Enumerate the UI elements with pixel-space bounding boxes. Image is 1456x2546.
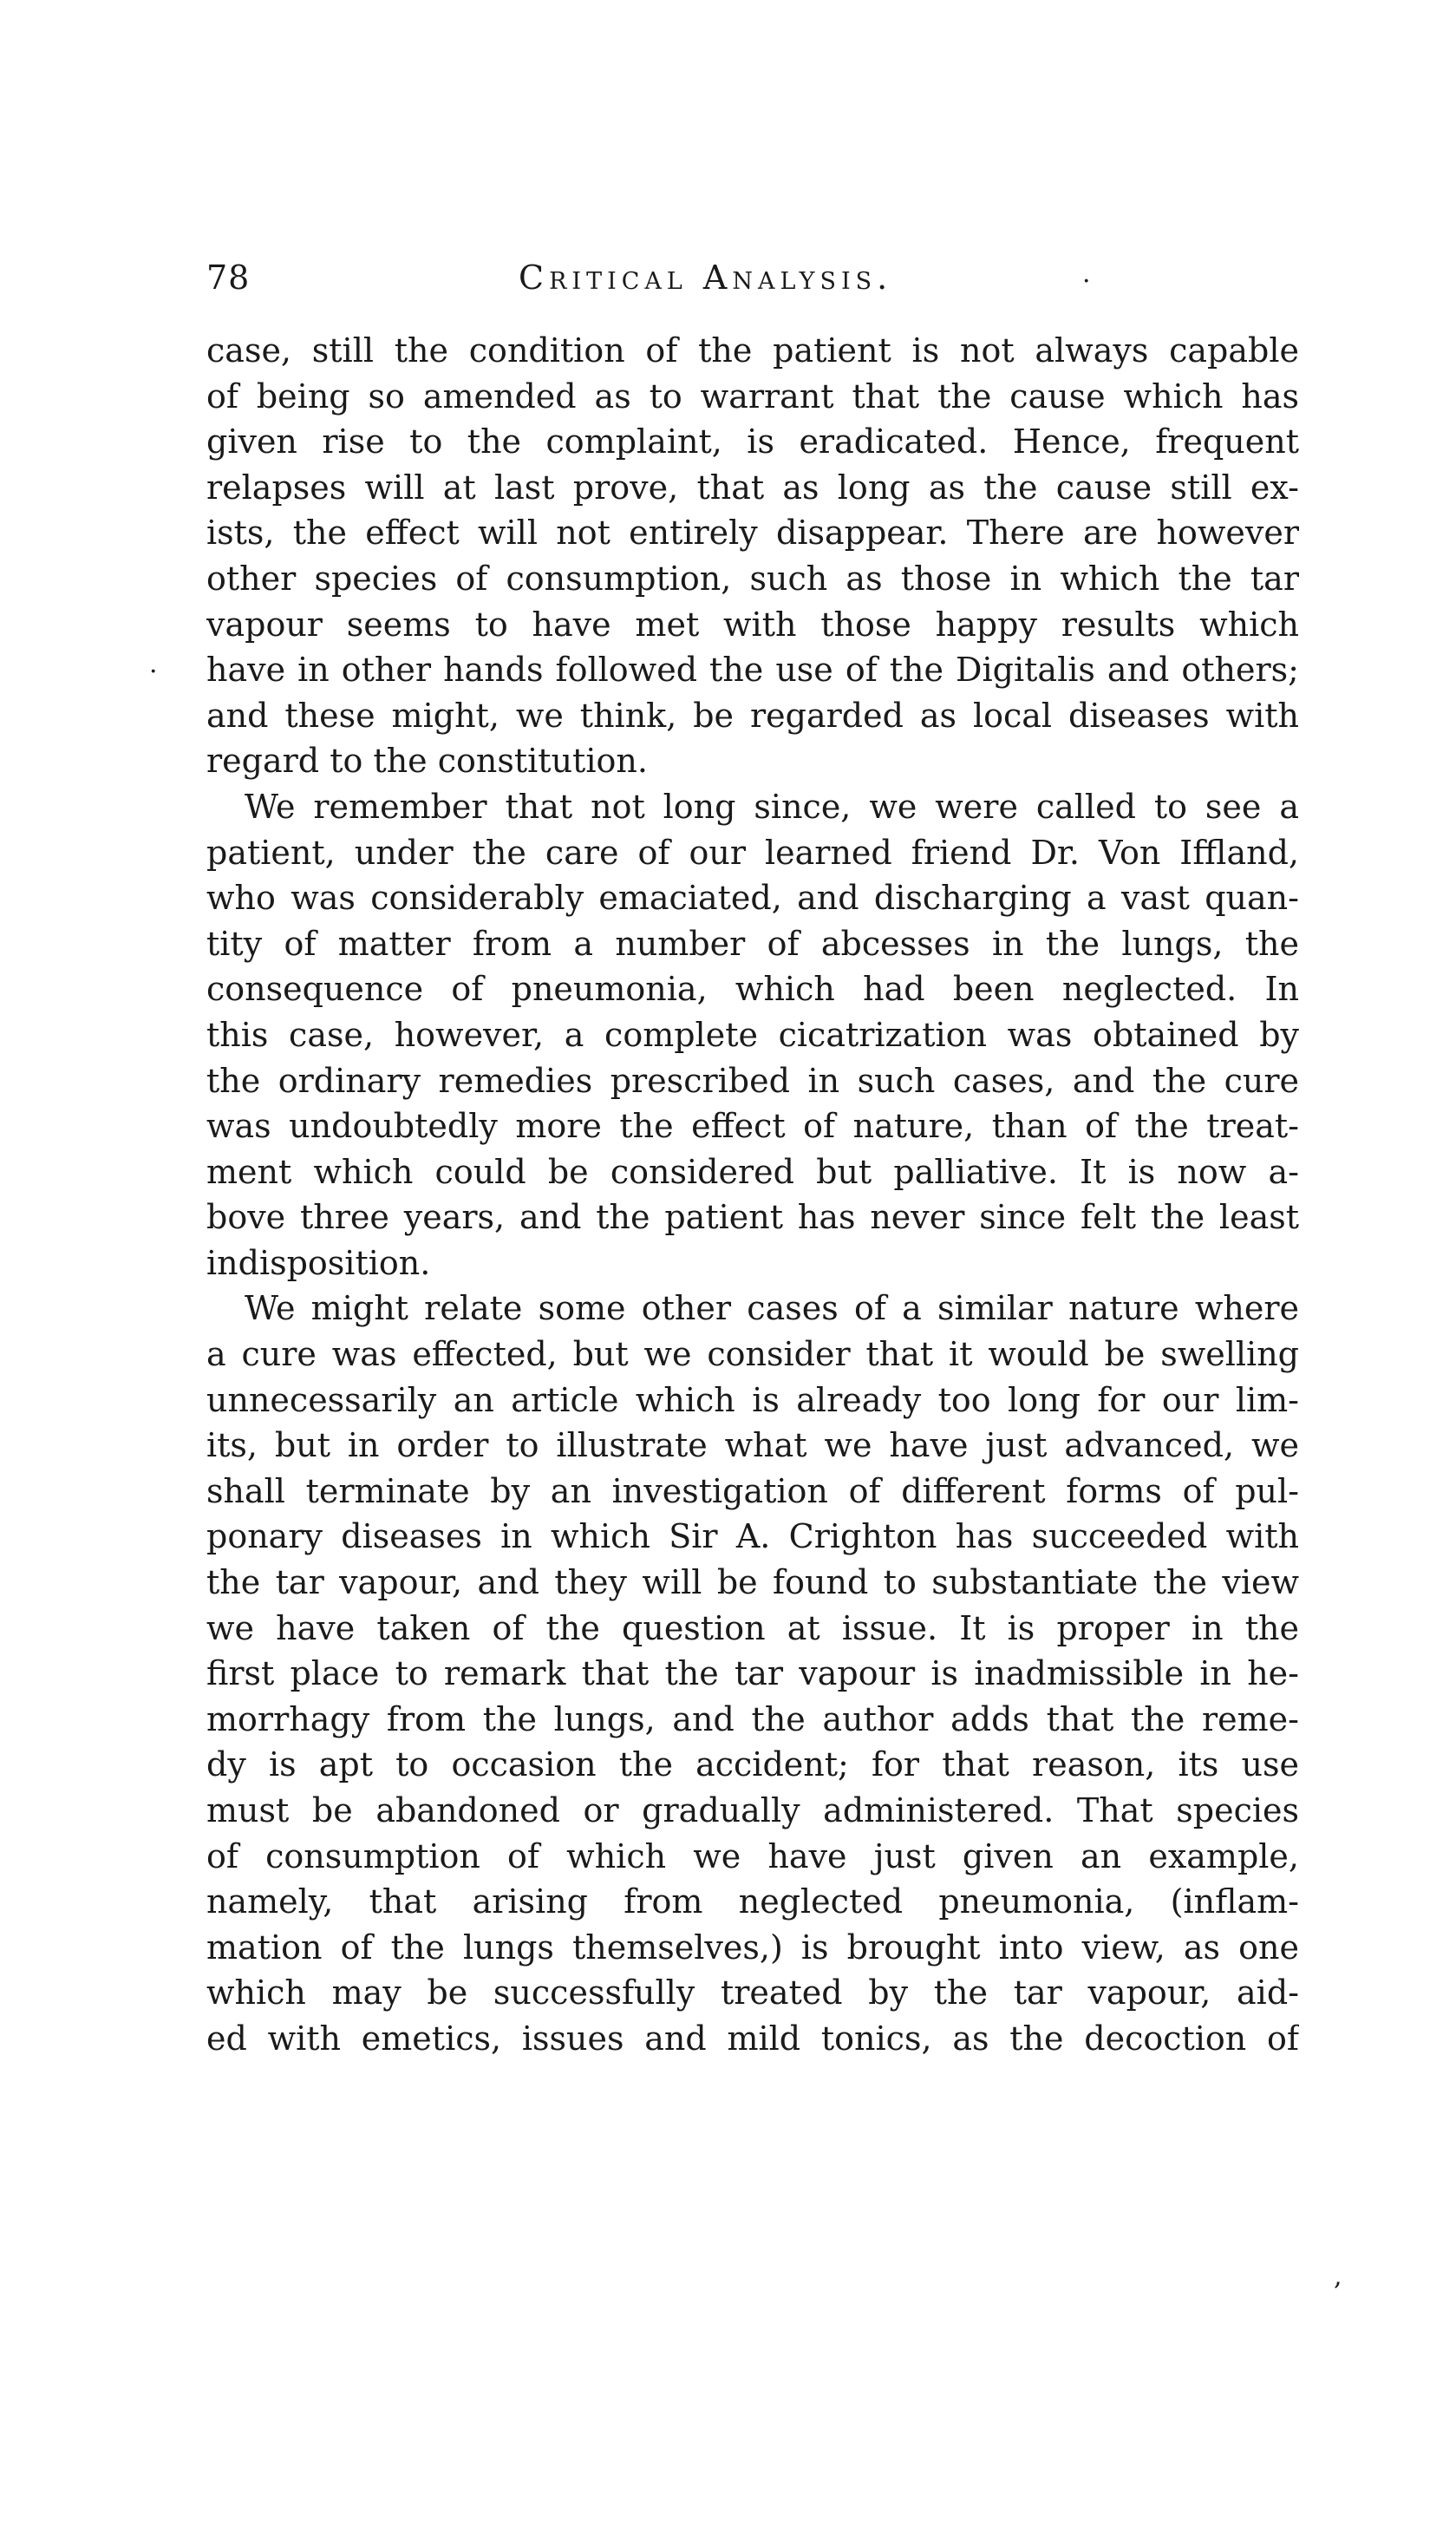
body-text [206,328,1299,2062]
text-line: case, still the condition of the patient is not always capable [206,331,1299,370]
text-line: of consumption of which we have just given an example, [206,1836,1299,1875]
text-line: ists, the effect will not entirely disappear. There are however [206,514,1299,553]
text-line: the ordinary remedies prescribed in such cases, and the cure [206,1061,1299,1100]
text-line: a cure was effected, but we consider that it would be swelling [206,1335,1299,1374]
page-number: 78 [206,259,251,297]
text-line: unnecessarily an article which is already too long for our lim- [206,1380,1299,1419]
text-line: this case, however, a complete cicatrization was obtained by [206,1015,1299,1054]
text-line: have in other hands followed the use of the Digitalis and others; [206,651,1299,690]
text-line: tity of matter from a number of abcesses in the lungs, the [206,924,1299,963]
page-header [206,252,1299,304]
text-line: namely, that arising from neglected pneumonia, (inflam- [206,1882,1299,1921]
text-line: consequence of pneumonia, which had been neglected. In [206,970,1299,1009]
text-line: relapses will at last prove, that as long as the cause still ex- [206,468,1299,507]
text-line: vapour seems to have met with those happy results which [206,605,1299,644]
text-line: the tar vapour, and they will be found to substantiate the view [206,1563,1299,1602]
text-line: ment which could be considered but palliative. It is now a- [206,1152,1299,1191]
margin-dot-mark: · [149,657,158,687]
text-line: shall terminate by an investigation of different forms of pul- [206,1471,1299,1510]
paragraph-3 [206,1286,1299,2061]
text-line: We might relate some other cases of a similar nature where [245,1289,1299,1328]
text-line: ponary diseases in which Sir A. Crighton has succeeded with [206,1517,1299,1556]
text-line: patient, under the care of our learned friend Dr. Von Iffland, [206,833,1299,872]
text-line: regard to the constitution. [206,742,648,781]
text-line: We remember that not long since, we were called to see a [245,787,1299,826]
paragraph-1 [206,328,1299,784]
text-line: given rise to the complaint, is eradicated. Hence, frequent [206,422,1299,461]
text-line: morrhagy from the lungs, and the author adds that the reme- [206,1699,1299,1738]
text-line: of being so amended as to warrant that the cause which has [206,376,1299,416]
text-line: and these might, we think, be regarded as local diseases with [206,696,1299,735]
text-line: ed with emetics, issues and mild tonics, as the decoction of [206,2019,1299,2058]
text-line: we have taken of the question at issue. It is proper in the [206,1608,1299,1647]
text-line: its, but in order to illustrate what we have just advanced, we [206,1426,1299,1465]
text-line: indisposition. [206,1243,431,1282]
text-line: other species of consumption, such as those in which the tar [206,559,1299,598]
text-line: was undoubtedly more the effect of nature, than of the treat- [206,1107,1299,1146]
text-line: bove three years, and the patient has never since felt the least [206,1198,1299,1237]
text-line: must be abandoned or gradually administered. That species [206,1791,1299,1829]
text-line: who was considerably emaciated, and discharging a vast quan- [206,879,1299,918]
running-head: Critical Analysis. [519,259,893,297]
text-line: dy is apt to occasion the accident; for that reason, its use [206,1745,1299,1784]
text-line: mation of the lungs themselves,) is brought into view, as one [206,1927,1299,1967]
text-line: first place to remark that the tar vapour is inadmissible in he- [206,1654,1299,1693]
text-line: which may be successfully treated by the tar vapour, aid- [206,1973,1299,2013]
header-dot-mark: · [1082,266,1091,297]
margin-comma-mark: , [1334,2261,1342,2292]
paragraph-2 [206,784,1299,1286]
